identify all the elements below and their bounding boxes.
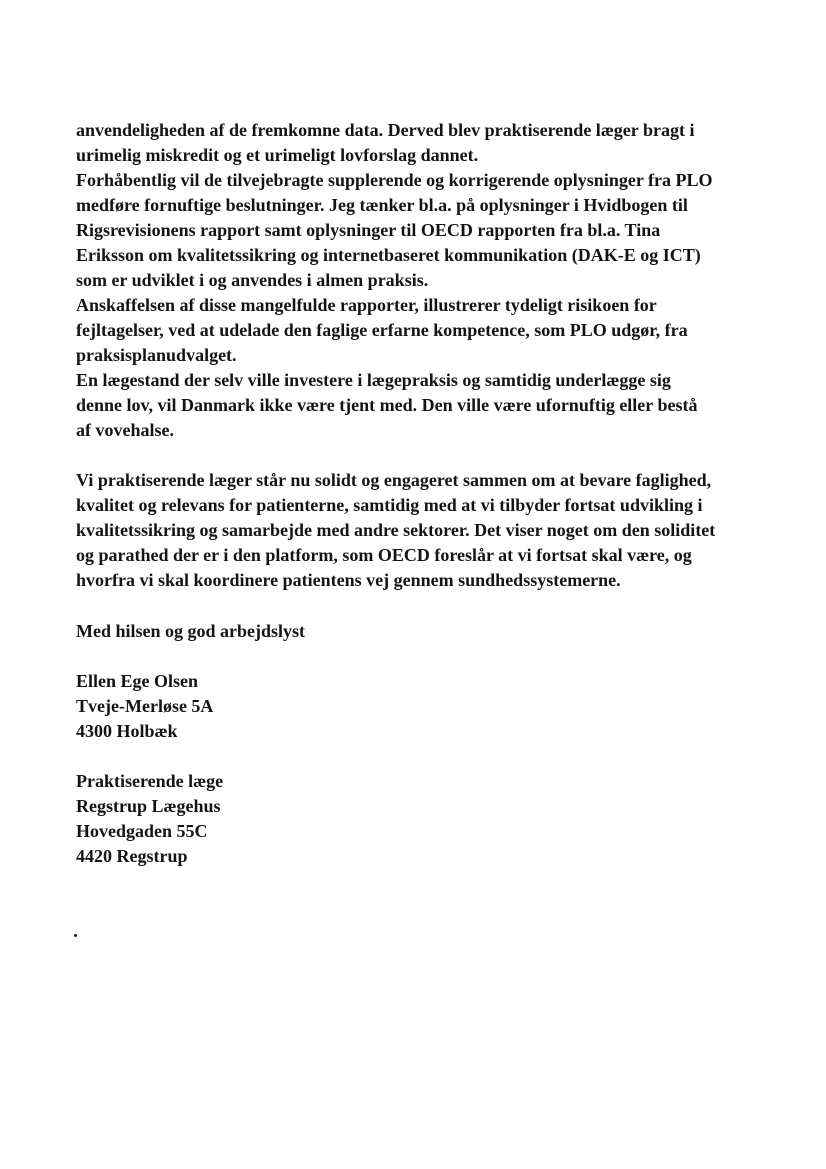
text-line: Anskaffelsen af disse mangelfulde rapporter, illustrerer tydeligt risikoen for [76, 295, 657, 315]
text-line: urimelig miskredit og et urimeligt lovforslag dannet. [76, 145, 479, 165]
text-line: praksisplanudvalget. [76, 345, 237, 365]
closing-line: Med hilsen og god arbejdslyst [76, 621, 306, 641]
text-line: kvalitetssikring og samarbejde med andre sektorer. Det viser noget om den soliditet [76, 520, 716, 540]
sender-city: 4300 Holbæk [76, 721, 178, 741]
stray-dot-mark [74, 934, 77, 937]
text-line: anvendeligheden af de fremkomne data. Derved blev praktiserende læger bragt i [76, 120, 695, 140]
sender-street: Tveje-Merløse 5A [76, 696, 214, 716]
text-line: denne lov, vil Danmark ikke være tjent med. Den ville være ufornuftig eller bestå [76, 395, 698, 415]
text-line: fejltagelser, ved at udelade den faglige erfarne kompetence, som PLO udgør, fra [76, 320, 688, 340]
text-line: og parathed der er i den platform, som OECD foreslår at vi fortsat skal være, og [76, 545, 692, 565]
paragraph-body-2 [76, 468, 766, 593]
practice-address [76, 769, 766, 869]
sender-name: Ellen Ege Olsen [76, 671, 199, 691]
text-line: Forhåbentlig vil de tilvejebragte supplerende og korrigerende oplysninger fra PLO [76, 170, 713, 190]
text-line: medføre fornuftige beslutninger. Jeg tænker bl.a. på oplysninger i Hvidbogen til [76, 195, 688, 215]
text-line: Rigsrevisionens rapport samt oplysninger til OECD rapporten fra bl.a. Tina [76, 220, 661, 240]
text-line: Vi praktiserende læger står nu solidt og engageret sammen om at bevare faglighed, [76, 470, 712, 490]
practice-street: Hovedgaden 55C [76, 821, 208, 841]
practice-city: 4420 Regstrup [76, 846, 188, 866]
practice-name: Regstrup Lægehus [76, 796, 221, 816]
closing-greeting [76, 619, 766, 644]
text-line: som er udviklet i og anvendes i almen praksis. [76, 270, 429, 290]
paragraph-body-1 [76, 118, 766, 443]
sender-address [76, 669, 766, 744]
text-line: kvalitet og relevans for patienterne, samtidig med at vi tilbyder fortsat udvikling i [76, 495, 703, 515]
text-line: Eriksson om kvalitetssikring og internetbaseret kommunikation (DAK-E og ICT) [76, 245, 701, 265]
text-line: hvorfra vi skal koordinere patientens vej gennem sundhedssystemerne. [76, 570, 621, 590]
text-line: En lægestand der selv ville investere i lægepraksis og samtidig underlægge sig [76, 370, 671, 390]
text-line: af vovehalse. [76, 420, 174, 440]
practice-title: Praktiserende læge [76, 771, 224, 791]
